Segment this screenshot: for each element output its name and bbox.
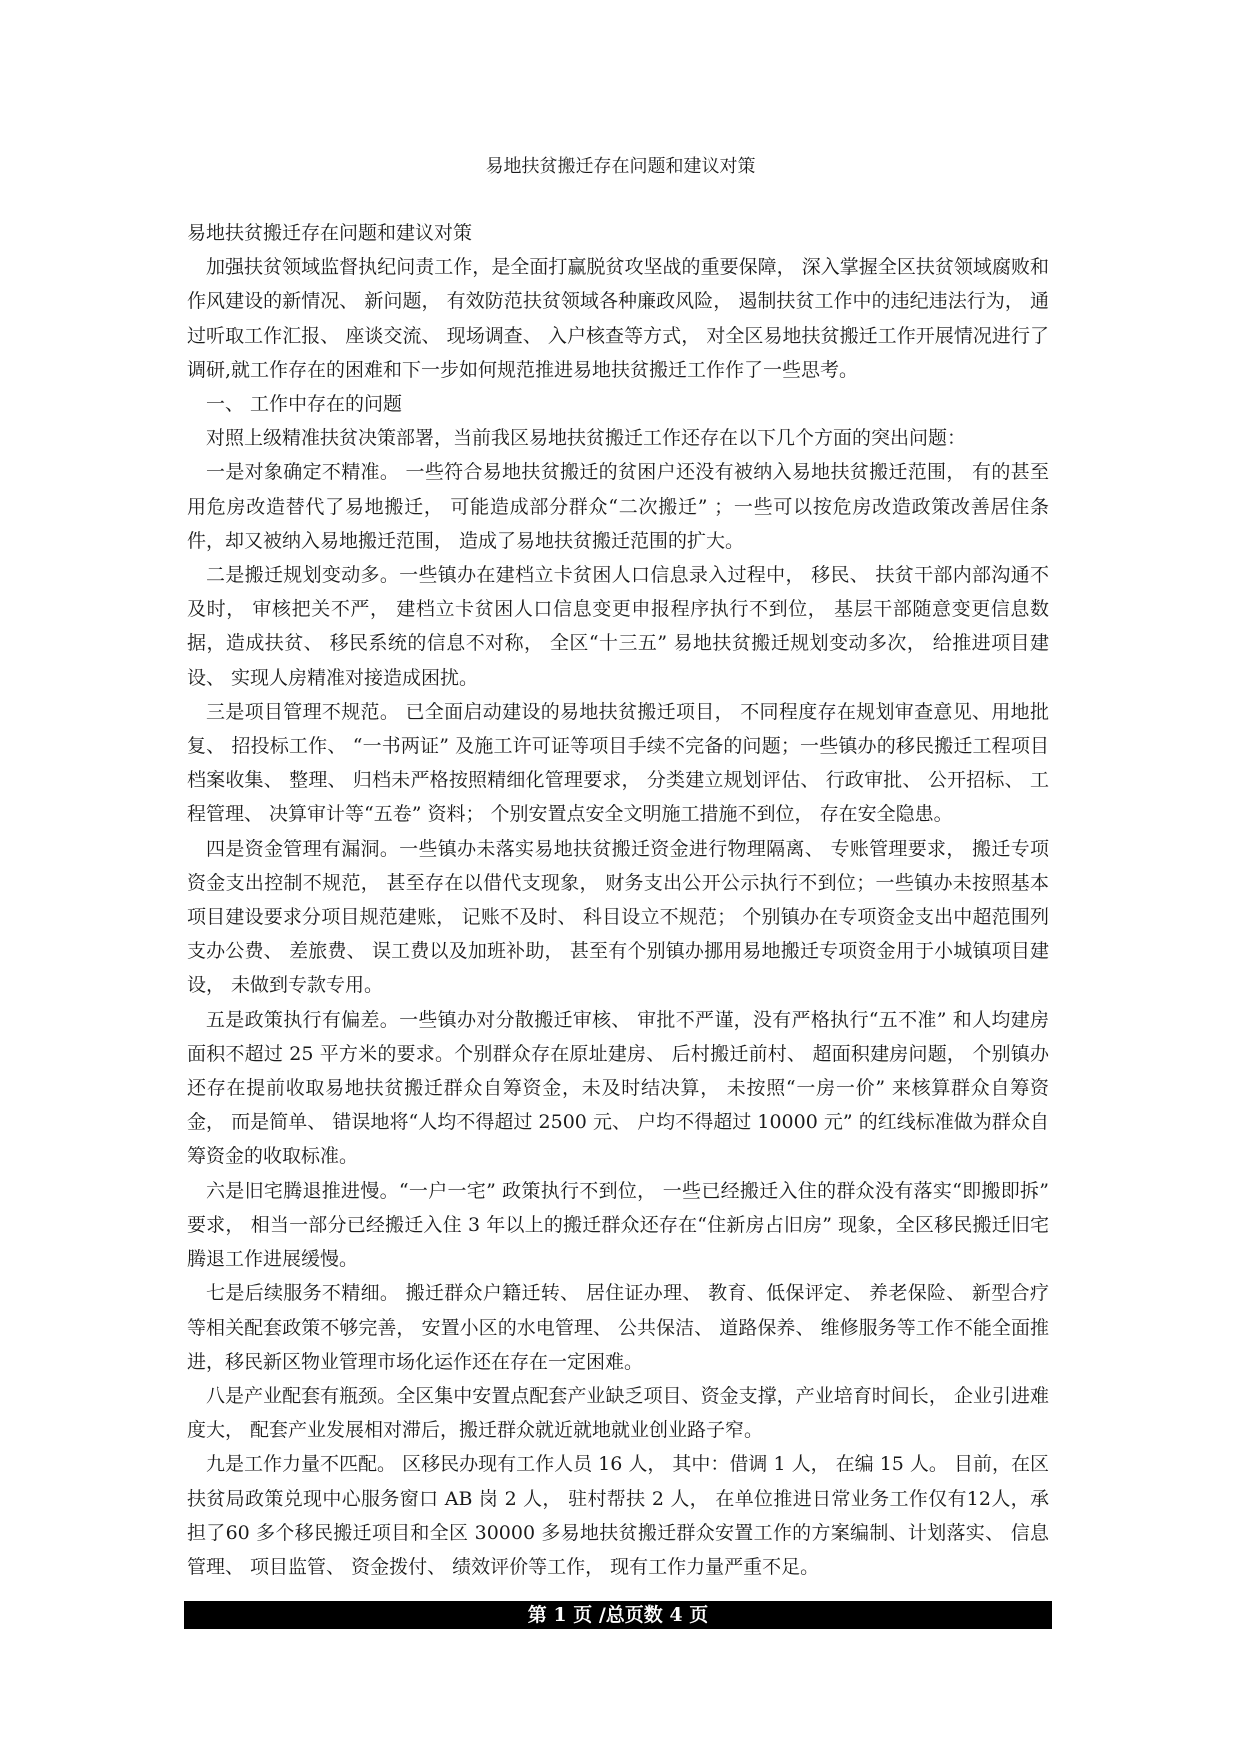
paragraph-issue-1: 一是对象确定不精准。 一些符合易地扶贫搬迁的贫困户还没有被纳入易地扶贫搬迁范围， 有的甚至用危房改造替代了易地搬迁， 可能造成部分群众“二次搬迁” ；一些可以按危房改造政策改善居住条件，却又被纳入易地搬迁范围， 造成了易地扶贫搬迁范围的扩大。 [187, 461, 1049, 552]
paragraph-overview: 对照上级精准扶贫决策部署，当前我区易地扶贫搬迁工作还存在以下几个方面的突出问题： [206, 427, 967, 450]
page-number: 第 1 页 /总页数 4 页 [527, 1604, 709, 1626]
page-footer [184, 1601, 1052, 1629]
document-body [187, 216, 1049, 1584]
paragraph-issue-3: 三是项目管理不规范。 已全面启动建设的易地扶贫搬迁项目， 不同程度存在规划审查意见、用地批复、 招投标工作、 “一书两证” 及施工许可证等项目手续不完备的问题；一些镇办的移民搬迁工程项目档案收集、 整理、 归档未严格按照精细化管理要求， 分类建立规划评估、 行政审批、 公开招标、 工程管理、 决算审计等“五卷” 资料； 个别安置点安全文明施工措施不到位， 存在安全隐患。 [187, 700, 1049, 826]
paragraph-issue-6: 六是旧宅腾退推进慢。“一户一宅” 政策执行不到位， 一些已经搬迁入住的群众没有落实“即搬即拆” 要求， 相当一部分已经搬迁入住 3 年以上的搬迁群众还存在“住新房占旧房” 现象，全区移民搬迁旧宅腾退工作进展缓慢。 [187, 1179, 1049, 1271]
paragraph-issue-5: 五是政策执行有偏差。一些镇办对分散搬迁审核、 审批不严谨，没有严格执行“五不准” 和人均建房面积不超过 25 平方米的要求。个别群众存在原址建房、 后村搬迁前村、 超面积建房问题， 个别镇办还存在提前收取易地扶贫搬迁群众自筹资金，未及时结决算， 未按照“一房一价” 来核算群众自筹资金， 而是简单、 错误地将“人均不得超过 2500 元、 户均不得超过 10000 元” 的红线标准做为群众自筹资金的收取标准。 [187, 1008, 1049, 1168]
paragraph-issue-8: 八是产业配套有瓶颈。全区集中安置点配套产业缺乏项目、资金支撑，产业培育时间长， 企业引进难度大， 配套产业发展相对滞后，搬迁群众就近就地就业创业路子窄。 [187, 1384, 1049, 1442]
paragraph-issue-7: 七是后续服务不精细。 搬迁群众户籍迁转、 居住证办理、 教育、低保评定、 养老保险、 新型合疗等相关配套政策不够完善， 安置小区的水电管理、 公共保洁、 道路保养、 维修服务等工作不能全面推进，移民新区物业管理市场化运作还在存在一定困难。 [187, 1282, 1049, 1373]
paragraph-issue-2: 二是搬迁规划变动多。一些镇办在建档立卡贫困人口信息录入过程中， 移民、 扶贫干部内部沟通不及时， 审核把关不严， 建档立卡贫困人口信息变更申报程序执行不到位， 基层干部随意变更信息数据，造成扶贫、 移民系统的信息不对称， 全区“十三五” 易地扶贫搬迁规划变动多次， 给推进项目建设、 实现人房精准对接造成困扰。 [187, 564, 1049, 689]
document-title: 易地扶贫搬迁存在问题和建议对策 [485, 156, 756, 177]
document-subtitle: 易地扶贫搬迁存在问题和建议对策 [187, 222, 473, 244]
paragraph-issue-9: 九是工作力量不匹配。 区移民办现有工作人员 16 人， 其中：借调 1 人， 在编 15 人。 目前，在区扶贫局政策兑现中心服务窗口 AB 岗 2 人， 驻村帮扶 2 人， 在单位推进日常业务工作仅有12人，承担了60 多个移民搬迁项目和全区 30000 多易地扶贫搬迁群众安置工作的方案编制、计划落实、 信息管理、 项目监管、 资金拨付、 绩效评价等工作， 现有工作力量严重不足。 [187, 1453, 1049, 1578]
paragraph-issue-4: 四是资金管理有漏洞。一些镇办未落实易地扶贫搬迁资金进行物理隔离、 专账管理要求， 搬迁专项资金支出控制不规范， 甚至存在以借代支现象， 财务支出公开公示执行不到位；一些镇办未按照基本项目建设要求分项目规范建账， 记账不及时、 科目设立不规范； 个别镇办在专项资金支出中超范围列支办公费、 差旅费、 误工费以及加班补助， 甚至有个别镇办挪用易地搬迁专项资金用于小城镇项目建设， 未做到专款专用。 [187, 837, 1049, 997]
section-heading: 一、 工作中存在的问题 [206, 393, 403, 416]
paragraph-intro: 加强扶贫领域监督执纪问责工作，是全面打赢脱贫攻坚战的重要保障， 深入掌握全区扶贫领域腐败和作风建设的新情况、 新问题， 有效防范扶贫领域各种廉政风险， 遏制扶贫工作中的违纪违法行为， 通过听取工作汇报、 座谈交流、 现场调查、 入户核查等方式， 对全区易地扶贫搬迁工作开展情况进行了调研,就工作存在的困难和下一步如何规范推进易地扶贫搬迁工作作了一些思考。 [187, 256, 1049, 381]
